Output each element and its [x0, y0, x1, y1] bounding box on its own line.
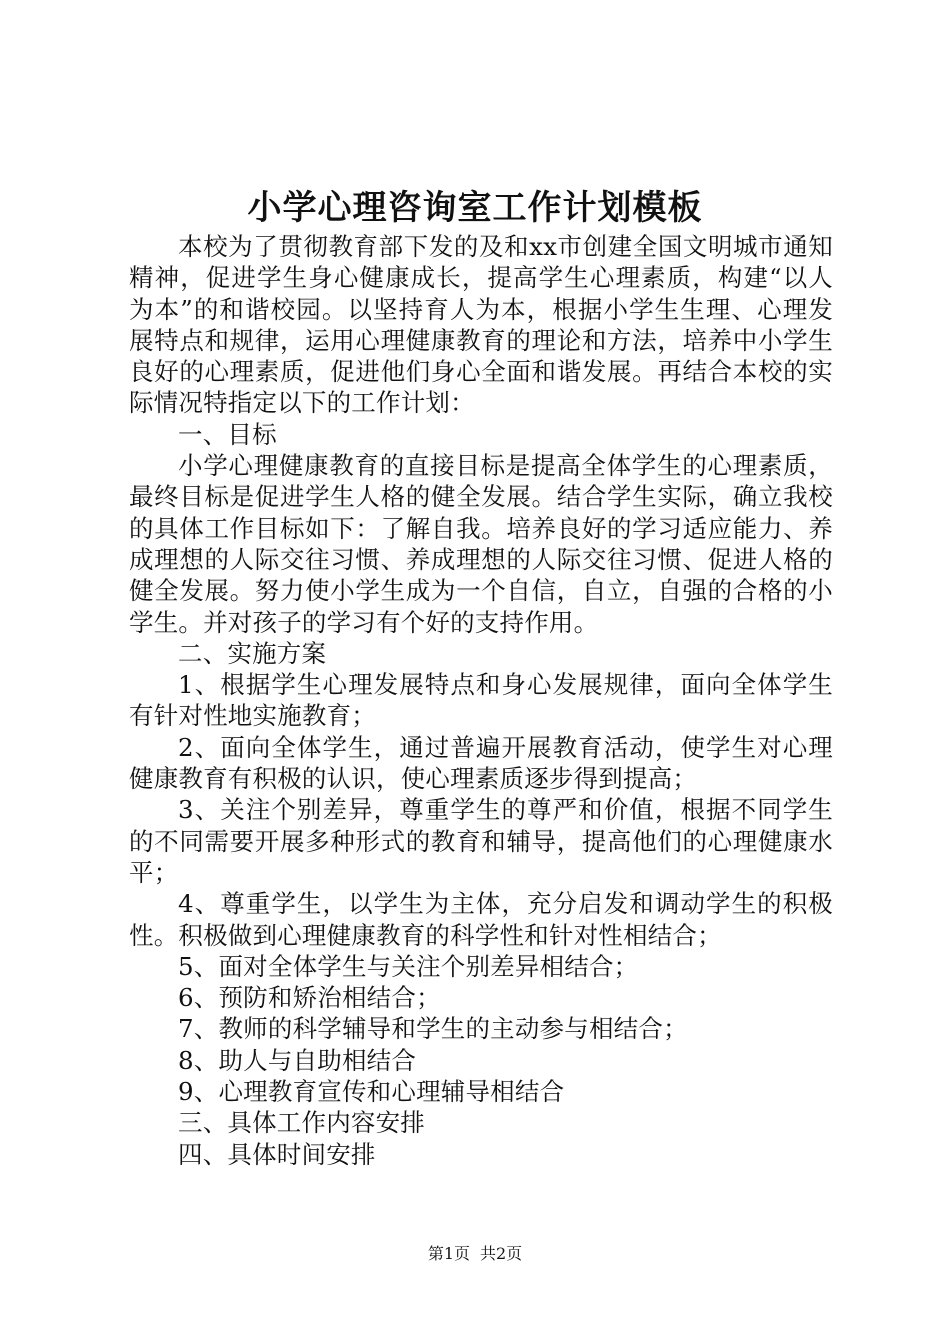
plan-item-7: 7、教师的科学辅导和学生的主动参与相结合； [178, 1014, 688, 1044]
plan-item-8: 8、助人与自助相结合 [178, 1045, 417, 1075]
page-number-current: 第1页 [427, 1244, 470, 1263]
plan-item-1: 1、根据学生心理发展特点和身心发展规律，面向全体学生有针对性地实施教育； [129, 670, 833, 731]
plan-item-9: 9、心理教育宣传和心理辅导相结合 [178, 1077, 565, 1107]
section-heading-goals: 一、目标 [178, 419, 277, 449]
section-heading-plan: 二、实施方案 [178, 638, 327, 668]
plan-item-4: 4、尊重学生，以学生为主体，充分启发和调动学生的积极性。积极做到心理健康教育的科学性和针对性相结合； [129, 889, 833, 950]
plan-item-6: 6、预防和矫治相结合； [178, 983, 441, 1013]
plan-item-5: 5、面对全体学生与关注个别差异相结合； [178, 951, 639, 981]
document-title: 小学心理咨询室工作计划模板 [247, 188, 703, 228]
page-number-total: 共2页 [480, 1244, 523, 1263]
section-heading-content: 三、具体工作内容安排 [178, 1108, 425, 1138]
document-body [129, 231, 833, 1170]
plan-item-2: 2、面向全体学生，通过普遍开展教育活动，使学生对心理健康教育有积极的认识，使心理素质逐步得到提高； [129, 732, 833, 794]
section-heading-schedule: 四、具体时间安排 [178, 1139, 376, 1169]
plan-item-3: 3、关注个别差异，尊重学生的尊严和价值，根据不同学生的不同需要开展多种形式的教育和辅导，提高他们的心理健康水平； [129, 795, 833, 887]
paragraph-goals: 小学心理健康教育的直接目标是提高全体学生的心理素质，最终目标是促进学生人格的健全发展。结合学生实际，确立我校的具体工作目标如下：了解自我。培养良好的学习适应能力、养成理想的人际交往习惯、养成理想的人际交往习惯、促进人格的健全发展。努力使小学生成为一个自信，自立，自强的合格的小学生。并对孩子的学习有个好的支持作用。 [129, 451, 833, 637]
paragraph-intro: 本校为了贯彻教育部下发的及和xx市创建全国文明城市通知精神，促进学生身心健康成长，提高学生心理素质，构建“以人为本”的和谐校园。以坚持育人为本，根据小学生生理、心理发展特点和规律，运用心理健康教育的理论和方法，培养中小学生良好的心理素质，促进他们身心全面和谐发展。再结合本校的实际情况特指定以下的工作计划： [129, 232, 833, 418]
page-footer [0, 1243, 950, 1265]
